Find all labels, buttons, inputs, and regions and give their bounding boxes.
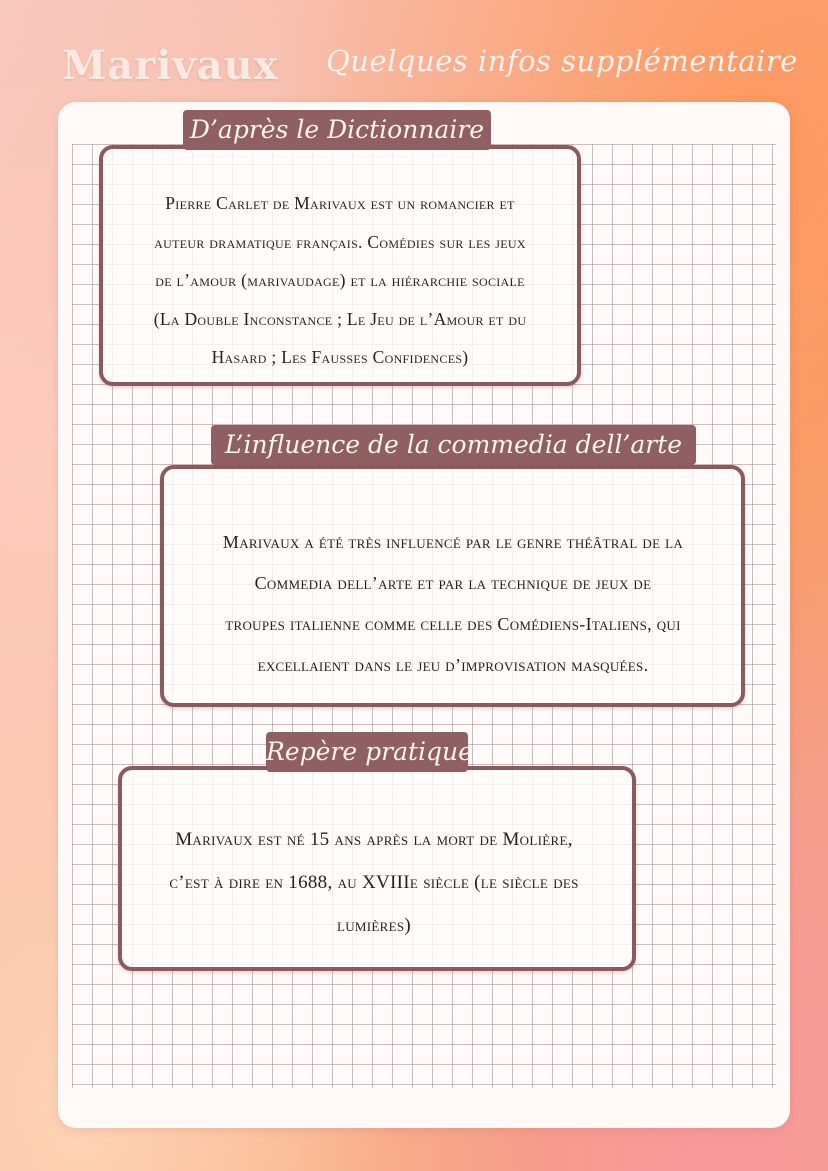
influence-text	[188, 522, 718, 686]
text-line: lumières)	[336, 915, 412, 936]
text-line: de l’amour (marivaudage) et la hiérarchie sociale	[155, 270, 525, 290]
text-line: c’est à dire en 1688, au XVIIIe siècle (le siècle des	[169, 872, 579, 893]
text-line: Marivaux est né 15 ans après la mort de Molière,	[175, 829, 573, 850]
text-line: (La Double Inconstance ; Le Jeu de l’Amour et du	[153, 308, 527, 329]
influence-heading: L’influence de la commedia dell’arte	[211, 425, 696, 465]
page-title: Marivaux	[62, 42, 279, 89]
text-line: Marivaux a été très influencé par le genre théâtral de la	[222, 532, 684, 552]
text-line: Pierre Carlet de Marivaux est un romancier et	[165, 193, 515, 213]
definition-heading: D’après le Dictionnaire	[183, 110, 491, 150]
landmark-heading: Repère pratique	[266, 732, 468, 772]
text-line: troupes italienne comme celle des Comédiens-Italiens, qui	[225, 614, 681, 634]
definition-text	[120, 184, 560, 377]
page-subtitle: Quelques infos supplémentaire	[326, 44, 798, 78]
landmark-text	[136, 818, 612, 947]
text-line: auteur dramatique français. Comédies sur les jeux	[154, 231, 526, 252]
text-line: Hasard ; Les Fausses Confidences)	[211, 347, 469, 367]
text-line: Commedia dell’arte et par la technique de jeux de	[254, 573, 652, 593]
text-line: excellaient dans le jeu d’improvisation masquées.	[257, 655, 649, 675]
